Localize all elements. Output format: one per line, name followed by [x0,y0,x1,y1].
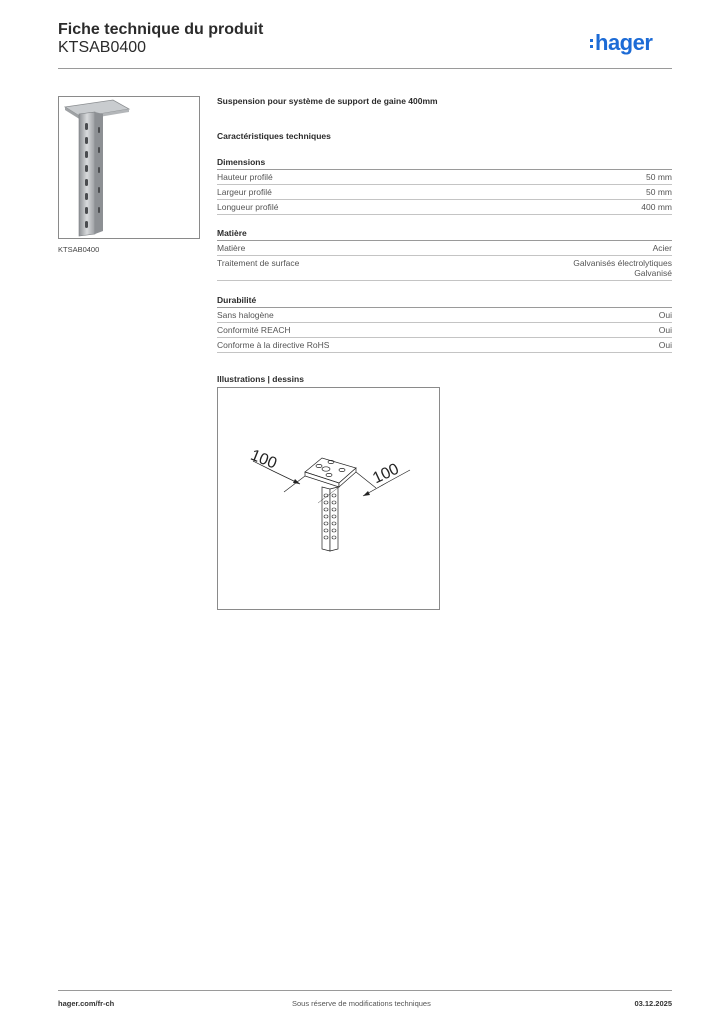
product-code: KTSAB0400 [58,39,147,56]
spec-value [573,258,672,278]
product-description: Suspension pour système de support de gaine 400mm [217,96,438,106]
footer-website[interactable]: hager.com/fr-ch [58,999,115,1008]
spec-label: Conformité REACH [217,325,291,335]
spec-value: Oui [658,340,672,350]
spec-value: 50 mm [646,172,672,182]
dimension-drawing [218,388,439,609]
footer-note: Sous réserve de modifications techniques [292,999,431,1008]
footer-divider [58,990,672,991]
spec-label: Hauteur profilé [217,172,273,182]
dimension-label-left: 100 [247,446,280,473]
durability-section [217,295,672,353]
footer-date: 03.12.2025 [634,999,672,1008]
spec-row [217,200,672,215]
spec-row [217,170,672,185]
header-divider [58,68,672,69]
spec-row [217,338,672,353]
material-title: Matière [217,228,672,241]
spec-value: Oui [658,310,672,320]
durability-title: Durabilité [217,295,672,308]
technical-drawing [217,387,440,610]
spec-row [217,241,672,256]
spec-column [217,96,672,386]
dimensions-title: Dimensions [217,157,672,170]
spec-row [217,256,672,281]
bracket-image [59,97,199,238]
page-title: Fiche technique du produit [58,21,264,38]
dimension-label-right: 100 [370,460,402,488]
technical-characteristics-title: Caractéristiques techniques [217,131,331,141]
spec-label: Traitement de surface [217,258,300,268]
spec-value: 400 mm [641,202,672,212]
spec-value: Oui [658,325,672,335]
spec-label: Longueur profilé [217,202,279,212]
spec-value: Acier [652,243,672,253]
spec-value: 50 mm [646,187,672,197]
dimensions-section [217,157,672,215]
spec-label: Conforme à la directive RoHS [217,340,330,350]
svg-text:hager: hager [595,30,653,55]
spec-label: Sans halogène [217,310,274,320]
spec-value-line: Galvanisés électrolytiques [573,258,672,268]
material-section [217,228,672,281]
illustrations-title: Illustrations | dessins [217,374,304,384]
spec-row [217,323,672,338]
hager-logo [590,30,676,56]
product-image [58,96,200,239]
spec-row [217,185,672,200]
product-image-caption: KTSAB0400 [58,245,100,254]
spec-label: Matière [217,243,246,253]
spec-value-line: Galvanisé [634,268,672,278]
spec-label: Largeur profilé [217,187,272,197]
spec-row [217,308,672,323]
